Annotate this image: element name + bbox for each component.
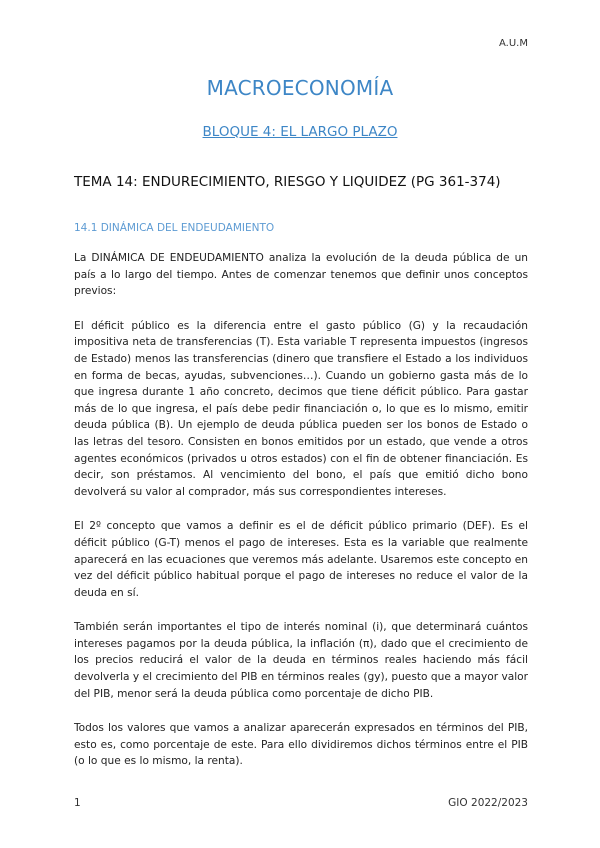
paragraph: El déficit público es la diferencia entre el gasto público (G) y la recaudación impositiva neta de transferencias (T). Esta variable T representa impuestos (ingresos de Estado) menos las transferencias (dinero que transfiere el Estado a los individuos en forma de becas, ayudas, subvenciones…). Cuando un gobierno gasta más de lo que ingresa durante 1 año concreto, decimos que tiene déficit público. Para gastar más de lo que ingresa, el país debe pedir financiación o, lo que es lo mismo, emitir deuda pública (B). Un ejemplo de deuda pública pueden ser los bonos de Estado o las letras del tesoro. Consisten en bonos emitidos por un estado, que vende a otros agentes económicos (privados u otros estados) con el fin de obtener financiación. Es decir, son préstamos. Al vencimiento del bono, el país que emitió dicho bono devolverá su valor al comprador, más sus correspondientes intereses. xyxy=(74,319,528,498)
section-heading: 14.1 DINÁMICA DEL ENDEUDAMIENTO xyxy=(74,222,275,234)
block-heading: BLOQUE 4: EL LARGO PLAZO xyxy=(202,124,398,140)
body-text xyxy=(74,250,528,788)
paragraph: También serán importantes el tipo de interés nominal (i), que determinará cuántos intereses pagamos por la deuda pública, la inflación (π), dado que el crecimiento de los precios reducirá el valor de la deuda en términos reales haciendo más fácil devolverla y el crecimiento del PIB en términos reales (gy), puesto que a mayor valor del PIB, menor será la deuda pública como porcentaje de dicho PIB. xyxy=(74,621,528,700)
header-initials: A.U.M xyxy=(499,38,528,49)
paragraph: Todos los valores que vamos a analizar aparecerán expresados en términos del PIB, esto es, como porcentaje de este. Para ello dividiremos dichos términos entre el PIB (o lo que es lo mismo, la renta). xyxy=(74,722,528,768)
paragraph: La DINÁMICA DE ENDEUDAMIENTO analiza la evolución de la deuda pública de un país a lo largo del tiempo. Antes de comenzar tenemos que definir unos conceptos previos: xyxy=(74,252,528,298)
document-title: MACROECONOMÍA xyxy=(206,76,394,100)
page-number: 1 xyxy=(74,797,81,809)
topic-heading: TEMA 14: ENDURECIMIENTO, RIESGO Y LIQUIDEZ (PG 361-374) xyxy=(74,174,501,190)
footer-course: GIO 2022/2023 xyxy=(448,797,528,809)
paragraph: El 2º concepto que vamos a definir es el de déficit público primario (DEF). Es el déficit público (G-T) menos el pago de intereses. Esta es la variable que realmente aparecerá en las ecuaciones que veremos más adelante. Usaremos este concepto en vez del déficit público habitual porque el pago de intereses no reduce el valor de la deuda en sí. xyxy=(74,520,528,599)
